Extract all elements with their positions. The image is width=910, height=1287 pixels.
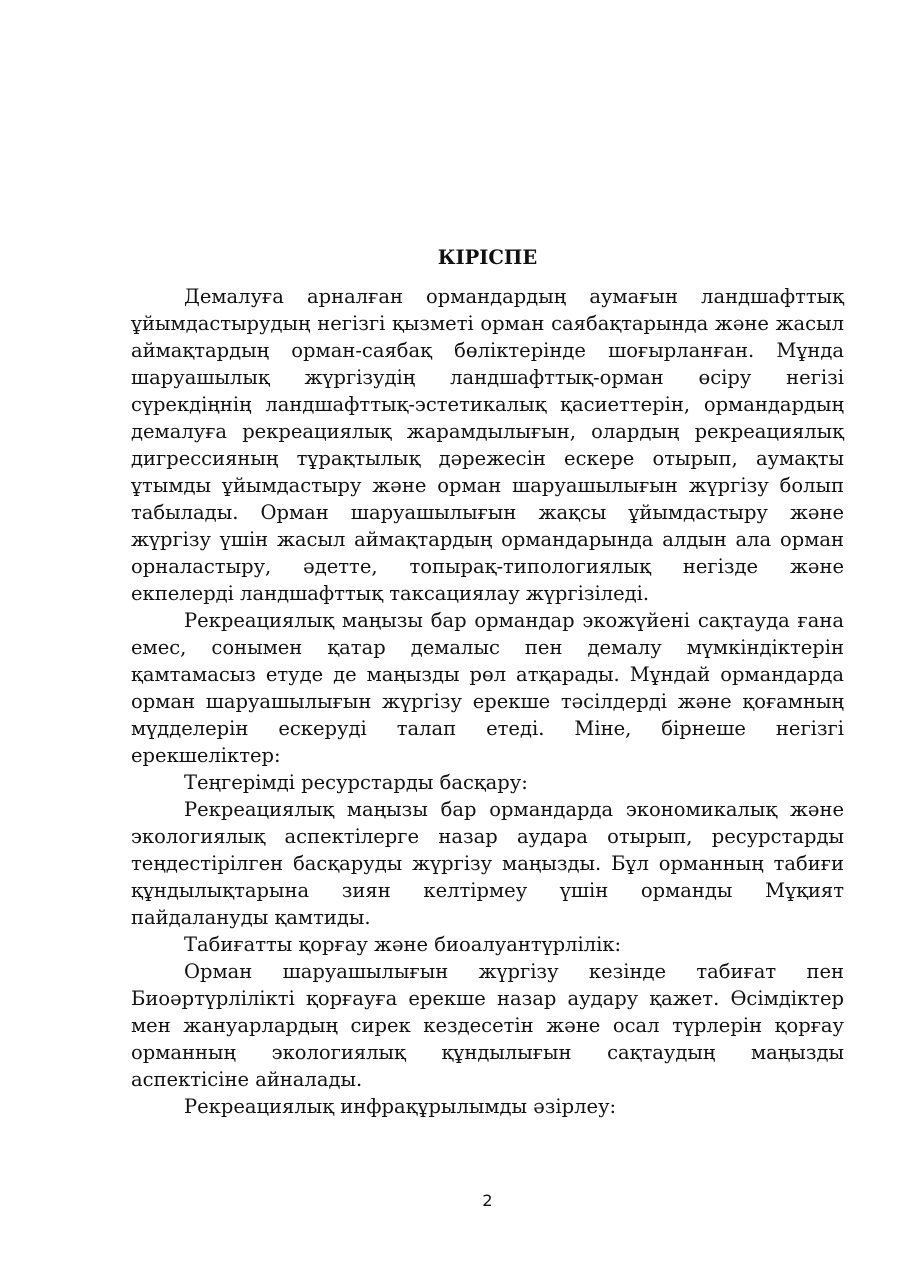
section-heading: КІРІСПЕ	[437, 246, 538, 269]
paragraph: Рекреациялық маңызы бар ормандар экожүйені сақтауда ғана емес, сонымен қатар демалыс пен демалу мүмкіндіктерін қамтамасыз етуде де маңызды рөл атқарады. Мұндай ормандарда орман шаруашылығын жүргізу ерекше тәсілдерді және қоғамның мүдделерін ескеруді талап етеді. Міне, бірнеше негізгі ерекшеліктер:	[131, 609, 844, 767]
paragraph: Рекреациялық инфрақұрылымды әзірлеу:	[184, 1095, 617, 1118]
paragraph: Теңгерімді ресурстарды басқару:	[184, 771, 528, 794]
paragraph: Демалуға арналған ормандардың аумағын ландшафттық ұйымдастырудың негізгі қызметі орман саябақтарында және жасыл аймақтардың орман-саябақ бөліктерінде шоғырланған. Мұнда шаруашылық жүргізудің ландшафттық-орман өсіру негізі сүрекдіңнің ландшафттық-эстетикалық қасиеттерін, ормандардың демалуға рекреациялық жарамдылығын, олардың рекреациялық дигрессияның тұрақтылық дәрежесін ескере отырып, аумақты ұтымды ұйымдастыру және орман шаруашылығын жүргізу болып табылады. Орман шаруашылығын жақсы ұйымдастыру және жүргізу үшін жасыл аймақтардың ормандарында алдын ала орман орналастыру, әдетте, топырақ-типологиялық негізде және екпелерді ландшафттық таксациялау жүргізіледі.	[131, 285, 844, 605]
page-number: 2	[482, 1191, 493, 1210]
paragraph: Табиғатты қорғау және биоалуантүрлілік:	[184, 933, 622, 956]
paragraph: Рекреациялық маңызы бар ормандарда экономикалық және экологиялық аспектілерге назар аудара отырып, ресурстарды теңдестірілген басқаруды жүргізу маңызды. Бұл орманның табиғи құндылықтарына зиян келтірмеу үшін орманды Мұқият пайдалануды қамтиды.	[131, 798, 844, 929]
page-body	[131, 244, 844, 1120]
paragraph: Орман шаруашылығын жүргізу кезінде табиғат пен Биоәртүрлілікті қорғауға ерекше назар аудару қажет. Өсімдіктер мен жануарлардың сирек кездесетін және осал түрлерін қорғау орманның экологиялық құндылығын сақтаудың маңызды аспектісіне айналады.	[131, 960, 844, 1091]
